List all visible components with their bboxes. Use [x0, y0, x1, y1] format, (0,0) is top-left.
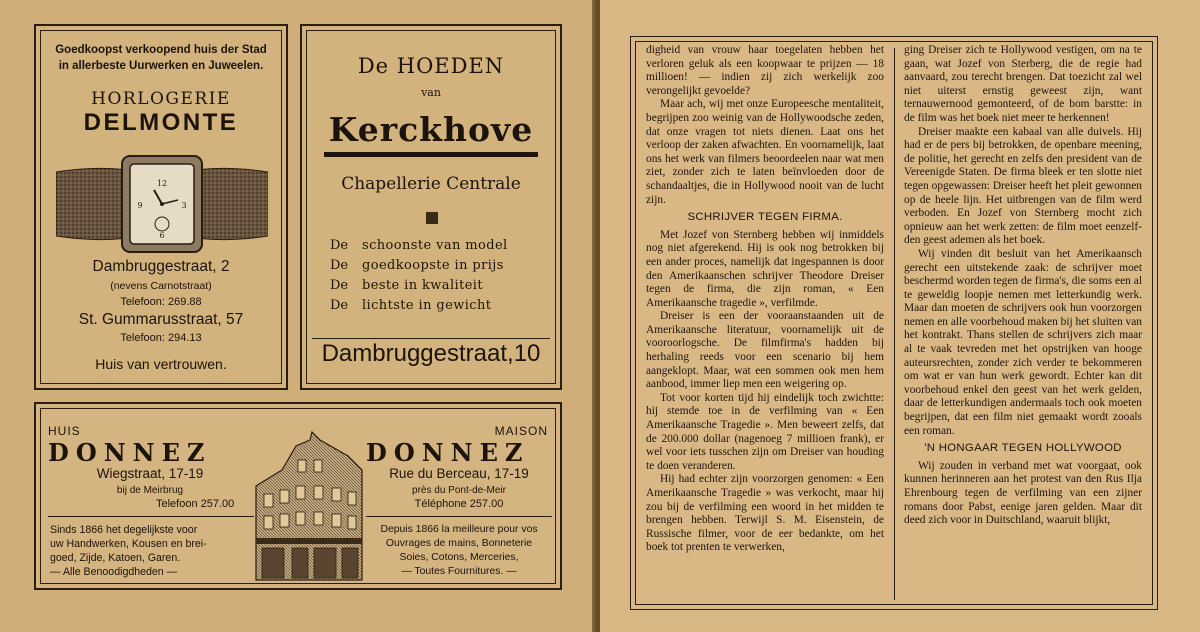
- donnez-fr-maison: MAISON: [494, 424, 548, 438]
- kerckhove-claims: [330, 236, 540, 316]
- wristwatch-icon: [56, 152, 268, 256]
- delmonte-name: DELMONTE: [83, 109, 239, 136]
- delmonte-address-1: Dambruggestraat, 2: [92, 258, 230, 275]
- donnez-fr-name: DONNEZ: [366, 438, 530, 467]
- svg-text:6: 6: [159, 231, 165, 240]
- claim-prefix: De: [330, 278, 349, 293]
- article-paragraph: digheid van vrouw haar toegelaten hebben het verloren geluk als een koopwaar te prijzen — 18 millioen! — indien zij zich werkelijk zoo verongelijkt gevoelde?: [646, 44, 884, 97]
- donnez-fr-street: Rue du Berceau, 17-19: [389, 466, 529, 481]
- claim-text: schoonste van model: [362, 238, 508, 253]
- donnez-nl-desc-2: uw Handwerken, Kousen en brei-: [50, 538, 207, 550]
- article-column-1: [646, 44, 884, 555]
- article-paragraph: Wij vinden dit besluit van het Amerikaansch gerecht een uitstekende zaak: de schrijver moet beschermd worden tegen de firma's, die soms een al te geweldig loopje nemen met letterkundig werk. Maar dan moeten de schrijvers ook hun voorzorgen nemen en alle voorbehoud maken bij het sluiten van het kontrakt. Thans stellen de schrijvers zich maar al te vaak tevreden met het opstrijken van hooge auteursrechten, zonder zich verder te bekommeren om wat er van hun werk gewordt. Echter kan dit voorbehoud enkel den geest van het werk gelden, daar de letterkundigen andermaals toch ook moeten begrijpen, dat een film niet gemaakt wordt zooals een roman.: [904, 247, 1142, 437]
- donnez-nl-desc-3: goed, Zijde, Katoen, Garen.: [50, 552, 181, 564]
- delmonte-address-2: St. Gummarusstraat, 57: [78, 311, 244, 328]
- article-paragraph: Tot voor korten tijd hij eindelijk toch zwichtte: hij stemde toe in de verfilming van « Een Amerikaansche Tragedie ». Men beweert zelfs, dat de 200.000 dollar (nagenoeg 7 millioen frank), er wel voor iets tusschen zijn om Dreiser van houding te doen veranderen.: [646, 391, 884, 472]
- donnez-nl-desc-1: Sinds 1866 het degelijkste voor: [50, 524, 198, 536]
- ad-delmonte: [34, 24, 288, 390]
- kerckhove-subtitle: Chapellerie Centrale: [341, 174, 521, 194]
- donnez-fr-phone: Téléphone 257.00: [414, 498, 504, 510]
- column-divider: [894, 48, 895, 600]
- donnez-nl-rule: [48, 516, 254, 517]
- claim-text: beste in kwaliteit: [362, 278, 483, 293]
- svg-text:3: 3: [181, 201, 187, 210]
- article-paragraph: Met Jozef von Sternberg hebben wij inmiddels nog niet afgerekend. Hij is ook nog betrokken bij een ander proces, namelijk dat ingespannen is door den Amerikaanschen schrijver Theodore Dreiser tegen de firma, die zijn roman, « Een Amerikaansche tragedie », verfilmde.: [646, 228, 884, 309]
- donnez-fr-desc-4: — Toutes Fournitures. —: [401, 566, 517, 577]
- article-heading-schrijver: SCHRIJVER TEGEN FIRMA.: [687, 211, 843, 224]
- ad-donnez: [34, 402, 562, 590]
- claim-text: goedkoopste in prijs: [362, 258, 504, 273]
- claim-prefix: De: [330, 238, 349, 253]
- donnez-nl-street: Wiegstraat, 17-19: [96, 466, 204, 481]
- article-paragraph: Dreiser is een der vooraanstaanden uit de Amerikaansche literatuur, voornamelijk uit de vooroorlogsche. De filmfirma's hadden bij herhaling reeds voor een scenario bij hem aangeklopt. Maar, wat een sommen ook men hem aanbood, immer liep men een weigering op.: [646, 310, 884, 391]
- article-paragraph: Maar ach, wij met onze Europeesche mentaliteit, begrijpen zoo weinig van de Hollywoodsche zeden, dat onze vragen tot niets dienen. Laat ons het verloop der zaken afwachten. En voornamelijk, laat ons het werk van filmers beoordeelen naar wat men ziet, zonder zich te laten beïnvloeden door de schandaaltjes, die in Hollywood nooit van de lucht zijn.: [646, 98, 884, 206]
- donnez-fr-near: près du Pont-de-Meir: [412, 485, 506, 496]
- delmonte-title: HORLOGERIE: [91, 89, 231, 109]
- kerckhove-claim-row: [330, 296, 540, 316]
- svg-text:12: 12: [156, 179, 168, 188]
- svg-text:9: 9: [137, 201, 143, 210]
- donnez-nl-near: bij de Meirbrug: [116, 485, 184, 496]
- shop-building-illustration: [252, 430, 364, 582]
- kerckhove-rule: [324, 152, 538, 157]
- delmonte-phone-2: Telefoon: 294.13: [120, 332, 202, 344]
- kerckhove-van: van: [421, 86, 441, 99]
- claim-prefix: De: [330, 258, 349, 273]
- right-page-article: [600, 0, 1200, 632]
- left-page-advertisements: [0, 0, 596, 632]
- donnez-fr-desc-3: Soies, Cotons, Merceries,: [399, 552, 519, 563]
- kerckhove-claim-row: [330, 236, 540, 256]
- delmonte-phone-1: Telefoon: 269.88: [120, 296, 202, 308]
- kerckhove-title: De HOEDEN: [357, 54, 505, 78]
- delmonte-tagline-1: Goedkoopst verkoopend huis der Stad: [55, 44, 267, 56]
- article-paragraph: ging Dreiser zich te Hollywood vestigen, om na te gaan, wat Jozef von Sterberg, die de regie had aanvaard, zou terecht brengen. Dat toezicht zal wel niet uiterst ernstig geweest zijn, want ternauwernood gemonteerd, of de bom barstte: in de film was het boek niet meer te herkennen!: [904, 44, 1142, 124]
- kerckhove-claim-row: [330, 256, 540, 276]
- donnez-nl-desc-4: — Alle Benoodigdheden —: [50, 566, 178, 578]
- donnez-fr-desc-1: Depuis 1866 la meilleure pour vos: [380, 524, 538, 535]
- delmonte-tagline-2: in allerbeste Uurwerken en Juweelen.: [58, 60, 264, 72]
- kerckhove-address: Dambruggestraat,10: [321, 340, 541, 367]
- article-paragraph: Hij had echter zijn voorzorgen genomen: « Een Amerikaansche Tragedie » was verkocht, maar hij zou bij de verfilming een woord in het midden te brengen hebben. Terwijl S. M. Eisenstein, de Russische filmer, voor de eer bedankte, om het boek tot prenten te verwerken,: [646, 473, 884, 554]
- article-paragraph: Dreiser maakte een kabaal van alle duivels. Hij had er de pers bij betrokken, de openbare meening, de politie, het gerecht en zelfs den president van de Vereenigde Staten. De firma bleek er ten slotte niet tegen opgewassen: Dreiser heeft het pleit gewonnen op de heele lijn. Het uitbrengen van de film werd verboden. En Jozef von Sternberg mocht zich opnieuw aan het werk zetten: de film moet eenzelfden geest ademen als het boek.: [904, 125, 1142, 247]
- donnez-nl-name: DONNEZ: [48, 438, 212, 467]
- ad-kerckhove: [300, 24, 562, 390]
- claim-prefix: De: [330, 298, 349, 313]
- donnez-fr-rule: [366, 516, 552, 517]
- donnez-nl-huis: HUIS: [48, 424, 81, 438]
- donnez-fr-desc-2: Ouvrages de mains, Bonneterie: [385, 538, 533, 549]
- article-heading-hongaar: 'N HONGAAR TEGEN HOLLYWOOD: [924, 442, 1122, 455]
- kerckhove-ornament: [426, 212, 438, 224]
- article-paragraph: Wij zouden in verband met wat voorgaat, ook kunnen herinneren aan het protest van den Rus Ilja Ehrenbourg tegen de verfilming van een zijner romans door Pabst, eenige jaren gelden. Maar dit deed zich voor in Duitschland, waaruit blijkt,: [904, 459, 1142, 527]
- delmonte-address-1-note: (nevens Carnotstraat): [110, 280, 212, 292]
- article-column-2: [904, 44, 1142, 528]
- kerckhove-claim-row: [330, 276, 540, 296]
- claim-text: lichtste in gewicht: [362, 298, 492, 313]
- kerckhove-name: Kerckhove: [328, 110, 534, 149]
- delmonte-slogan: Huis van vertrouwen.: [95, 356, 227, 372]
- donnez-nl-phone: Telefoon 257.00: [156, 498, 235, 510]
